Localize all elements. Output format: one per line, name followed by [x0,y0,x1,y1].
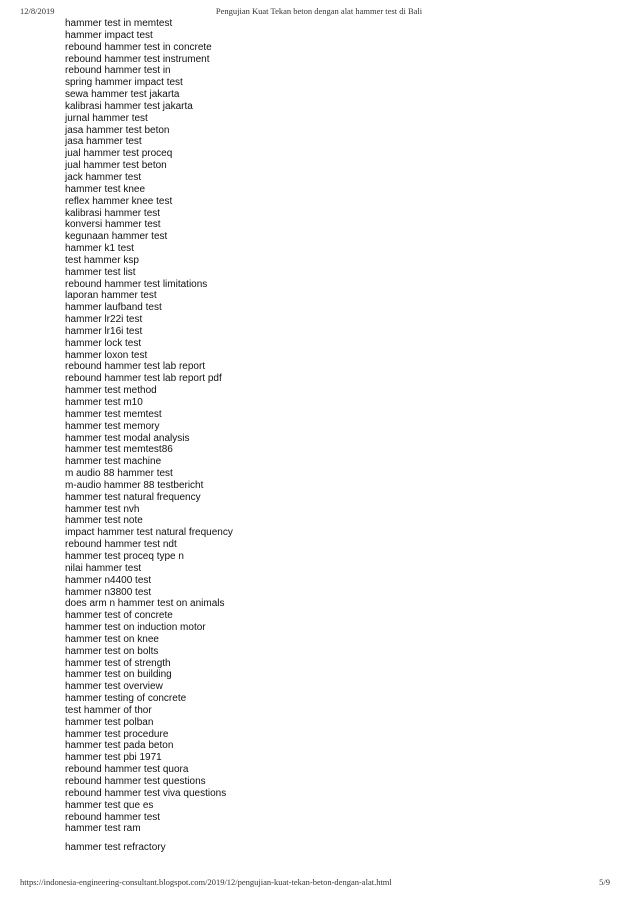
print-date: 12/8/2019 [20,6,55,16]
page-title: Pengujian Kuat Tekan beton dengan alat hammer test di Bali [215,6,423,16]
keyword-item: kegunaan hammer test [65,231,168,243]
keyword-item: spring hammer impact test [65,77,183,89]
keyword-item: hammer test que es [65,799,154,811]
keyword-item: rebound hammer test viva questions [65,787,227,799]
keyword-item: hammer test on bolts [65,645,159,657]
keyword-item: m audio 88 hammer test [65,468,173,480]
keyword-item: hammer test knee [65,183,146,195]
keyword-item: hammer lr16i test [65,325,143,337]
keyword-item: hammer test of strength [65,657,171,669]
keyword-item: hammer test overview [65,681,163,693]
keyword-item: hammer test polban [65,716,154,728]
keyword-item: hammer k1 test [65,243,134,255]
keyword-item: hammer test pbi 1971 [65,752,162,764]
keyword-item: rebound hammer test questions [65,776,206,787]
keyword-item: hammer test on building [65,669,172,681]
keyword-item: hammer loxon test [65,349,148,361]
keyword-item: hammer test memory [65,420,160,432]
keyword-item: jurnal hammer test [65,112,148,124]
keyword-item: kalibrasi hammer test jakarta [65,100,193,112]
keyword-item: hammer test machine [65,456,162,468]
keyword-item: hammer test natural frequency [65,491,201,503]
keyword-item: reflex hammer knee test [65,195,173,207]
keyword-item: hammer test modal analysis [65,432,190,444]
keyword-item: konversi hammer test [65,219,161,231]
keyword-item: jual hammer test beton [65,160,167,172]
page-number: 5/9 [599,877,610,887]
page-footer [0,877,638,891]
keyword-item: rebound hammer test [65,811,161,823]
keyword-item: test hammer of thor [65,704,152,716]
keyword-item: jasa hammer test [65,136,142,148]
page-url: https://indonesia-engineering-consultant.blogspot.com/2019/12/pengujian-kuat-tekan-beton-dengan-alat.html [20,877,392,887]
keyword-item: rebound hammer test limitations [65,278,208,290]
keyword-item: hammer test list [65,266,136,278]
keyword-item: hammer test memtest86 [65,444,173,456]
keyword-item: rebound hammer test quora [65,764,189,776]
keyword-list [65,18,485,854]
keyword-item: jasa hammer test beton [65,124,170,136]
keyword-item: kalibrasi hammer test [65,207,161,219]
keyword-item: rebound hammer test lab report pdf [65,373,222,385]
keyword-item: hammer n3800 test [65,586,152,598]
keyword-item: rebound hammer test lab report [65,361,206,373]
keyword-item: rebound hammer test ndt [65,539,177,551]
keyword-item: sewa hammer test jakarta [65,89,180,101]
keyword-item: jack hammer test [65,171,142,183]
keyword-item: hammer test memtest [65,408,162,420]
keyword-item: hammer impact test [65,29,153,41]
keyword-item: hammer test in memtest [65,18,173,29]
keyword-item: hammer test proceq type n [65,550,184,562]
keyword-item: rebound hammer test in [65,65,171,77]
keyword-item: hammer test of concrete [65,610,173,622]
keyword-item: laporan hammer test [65,290,157,302]
keyword-item: hammer test method [65,385,157,397]
keyword-item: hammer test on knee [65,633,159,645]
keyword-item: hammer test refractory [65,842,166,854]
keyword-item: hammer test procedure [65,728,169,740]
keyword-item: does arm n hammer test on animals [65,598,225,610]
keyword-item: hammer test pada beton [65,740,174,752]
keyword-item: rebound hammer test in concrete [65,41,212,53]
keyword-item: rebound hammer test instrument [65,53,210,65]
keyword-item: hammer n4400 test [65,574,152,586]
keyword-item: hammer test m10 [65,397,143,408]
keyword-item: hammer test nvh [65,503,140,515]
keyword-item: hammer test on induction motor [65,622,206,634]
keyword-item: nilai hammer test [65,562,142,574]
keyword-item: hammer test note [65,515,143,527]
keyword-item: test hammer ksp [65,254,139,266]
keyword-item: jual hammer test proceq [65,148,173,160]
keyword-item: hammer lr22i test [65,314,143,326]
keyword-item: m-audio hammer 88 testbericht [65,479,204,491]
keyword-item: hammer test ram [65,823,141,835]
keyword-item: hammer testing of concrete [65,693,187,705]
keyword-item: impact hammer test natural frequency [65,527,233,539]
keyword-item: hammer lock test [65,337,142,349]
keyword-item: hammer laufband test [65,302,162,314]
